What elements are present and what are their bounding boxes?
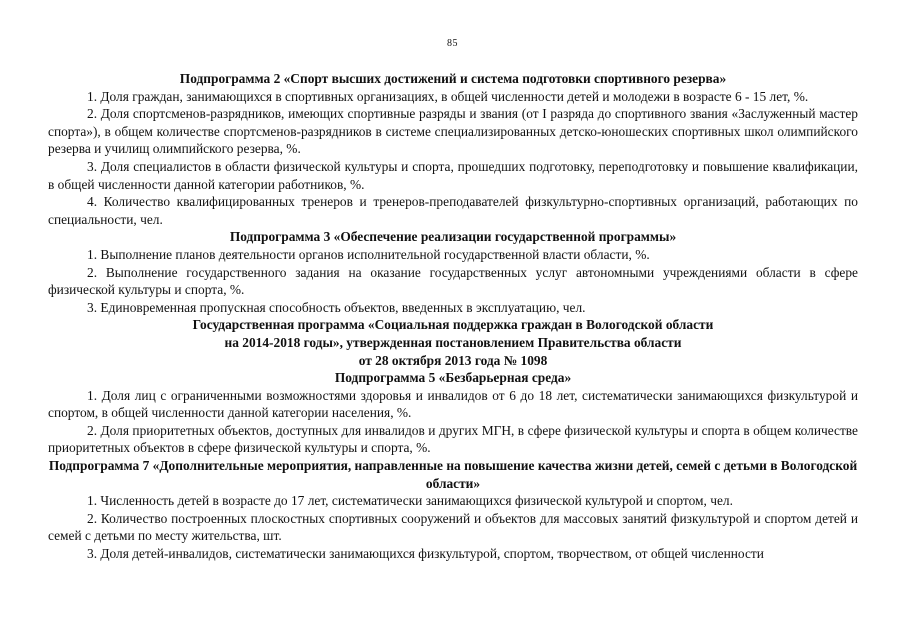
subprogram-5-item-1: 1. Доля лиц с ограниченными возможностями здоровья и инвалидов от 6 до 18 лет, систематически занимающихся физкультурой и спортом, в общей численности данной категории населения, %.: [48, 387, 858, 421]
subprogram-3-item-3: 3. Единовременная пропускная способность объектов, введенных в эксплуатацию, чел.: [87, 299, 586, 315]
subprogram-3-item-2: 2. Выполнение государственного задания на оказание государственных услуг автономными учреждениями области в сфере физической культуры и спорта, %.: [48, 264, 858, 298]
subprogram-5-item-2: 2. Доля приоритетных объектов, доступных для инвалидов и других МГН, в сфере физической культуры и спорта в общем количестве приоритетных объектов в сфере физической культуры и спорта, %.: [48, 422, 858, 456]
subprogram-7-item-2: 2. Количество построенных плоскостных спортивных сооружений и объектов для массовых занятий физкультурой и спортом детей и семей с детьми по месту жительства, шт.: [48, 510, 858, 544]
subprogram-2-heading: Подпрограмма 2 «Спорт высших достижений и система подготовки спортивного резерва»: [179, 71, 727, 86]
subprogram-2-item-1: 1. Доля граждан, занимающихся в спортивных организациях, в общей численности детей и молодежи в возрасте 6 - 15 лет, %.: [87, 88, 809, 104]
page-number: 85: [447, 38, 458, 49]
state-program-title-line-1: Государственная программа «Социальная поддержка граждан в Вологодской области: [192, 317, 714, 333]
state-program-title-line-3: от 28 октября 2013 года № 1098: [358, 352, 548, 368]
document-body: [48, 70, 858, 563]
subprogram-7-item-1: 1. Численность детей в возрасте до 17 лет, систематически занимающихся физической культурой и спортом, чел.: [87, 493, 733, 509]
subprogram-5-heading: Подпрограмма 5 «Безбарьерная среда»: [334, 370, 572, 386]
subprogram-3-heading: Подпрограмма 3 «Обеспечение реализации государственной программы»: [229, 229, 677, 245]
state-program-title-line-2: на 2014-2018 годы», утвержденная постановлением Правительства области: [224, 334, 682, 350]
subprogram-7-heading: Подпрограмма 7 «Дополнительные мероприятия, направленные на повышение качества жизни детей, семей с детьми в Вологодской области»: [48, 458, 858, 491]
subprogram-2-item-3: 3. Доля специалистов в области физической культуры и спорта, прошедших подготовку, переподготовку и повышение квалификации, в общей численности данной категории работников, %.: [48, 158, 858, 192]
subprogram-3-item-1: 1. Выполнение планов деятельности органов исполнительной государственной власти области, %.: [87, 246, 650, 262]
subprogram-7-item-3: 3. Доля детей-инвалидов, систематически занимающихся физкультурой, спортом, творчеством, от общей численности: [87, 546, 764, 562]
subprogram-2-item-4: 4. Количество квалифицированных тренеров и тренеров-преподавателей физкультурно-спортивных организаций, работающих по специальности, чел.: [48, 194, 858, 227]
subprogram-2-item-2: 2. Доля спортсменов-разрядников, имеющих спортивные разряды и звания (от I разряда до спортивного звания «Заслуженный мастер спорта»), в общем количестве спортсменов-разрядников в системе специализированных детско-юношеских спортивных школ олимпийского резерва и училищ олимпийского резерва, %.: [48, 106, 858, 157]
